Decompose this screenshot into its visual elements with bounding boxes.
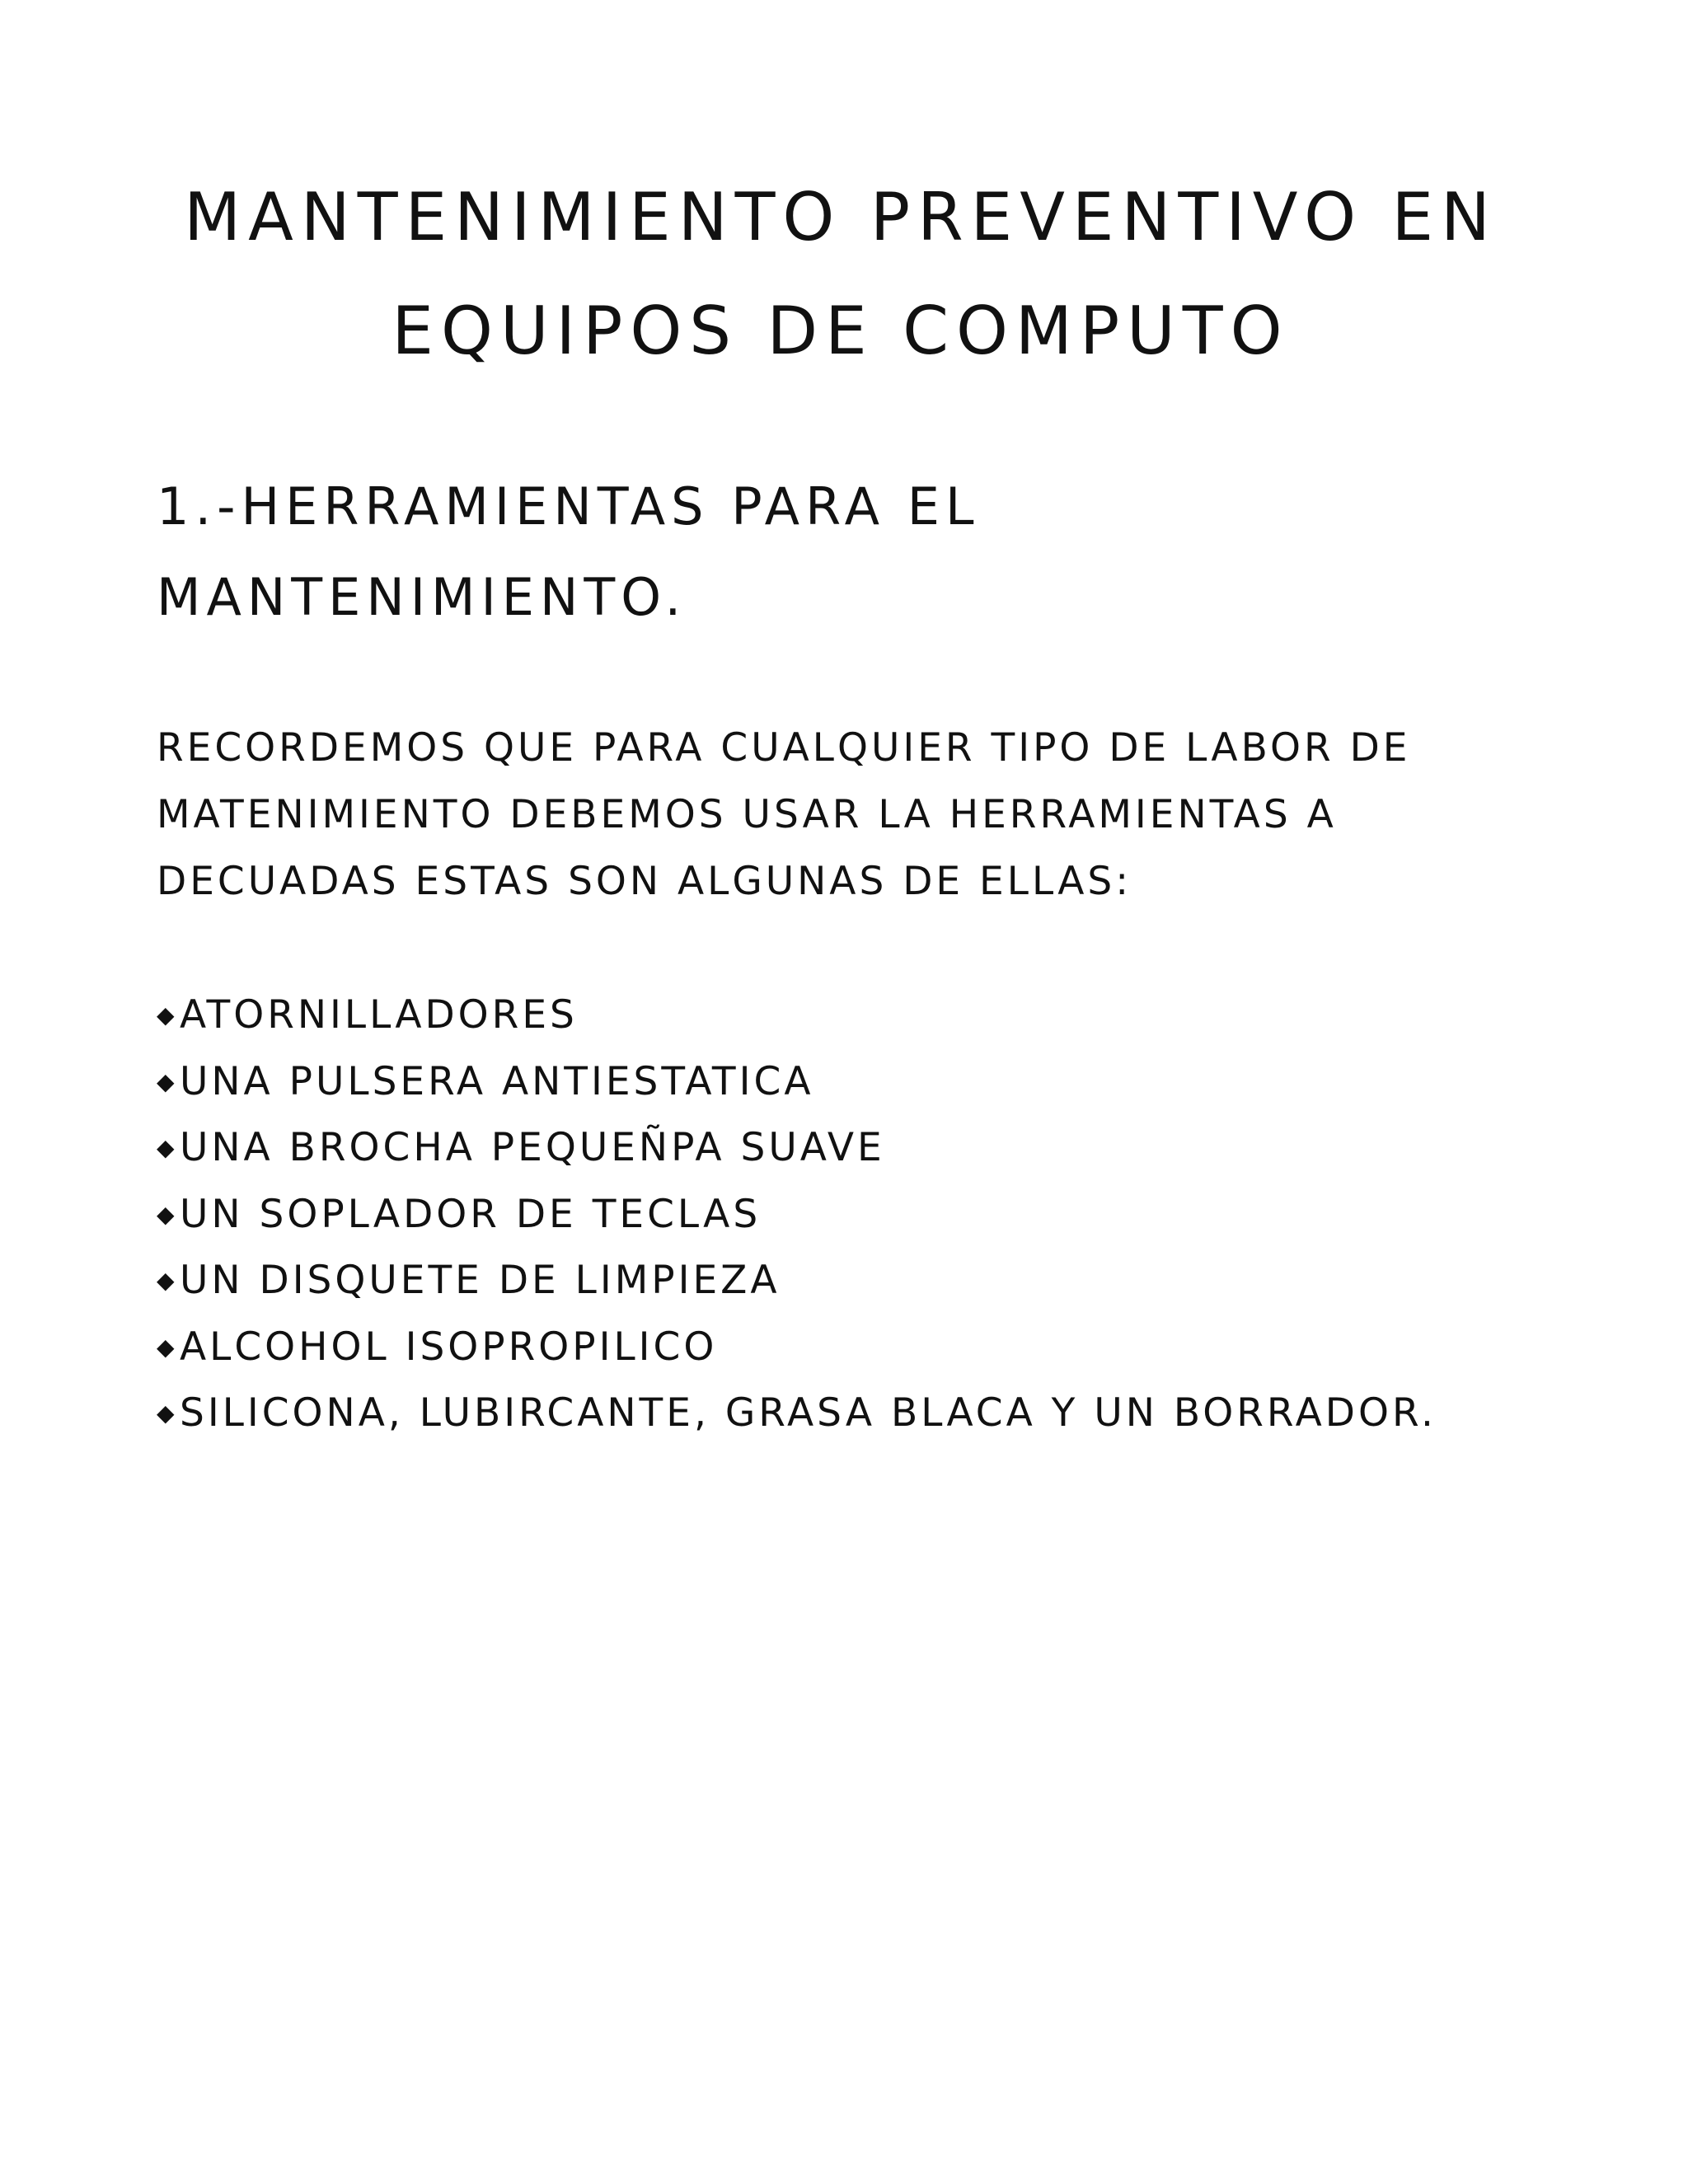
list-item — [157, 1248, 1437, 1315]
diamond-bullet-icon: ◆ — [157, 1134, 175, 1161]
list-item — [157, 1115, 1437, 1182]
diamond-bullet-icon: ◆ — [157, 1200, 175, 1228]
diamond-bullet-icon: ◆ — [157, 1067, 175, 1095]
list-item-text: ALCOHOL ISOPROPILICO — [180, 1324, 718, 1370]
intro-line: DECUADAS ESTAS SON ALGUNAS DE ELLAS: — [157, 859, 1132, 904]
tools-list — [157, 982, 1437, 1447]
title-line: EQUIPOS DE COMPUTO — [392, 293, 1290, 369]
list-item — [157, 982, 1437, 1049]
list-item — [157, 1049, 1437, 1116]
list-item-text: UN DISQUETE DE LIMPIEZA — [180, 1258, 781, 1303]
section-heading — [157, 462, 1393, 643]
document-title — [148, 161, 1533, 388]
diamond-bullet-icon: ◆ — [157, 1001, 175, 1029]
list-item — [157, 1182, 1437, 1249]
list-item-text: UN SOPLADOR DE TECLAS — [180, 1191, 762, 1237]
list-item-text: UNA PULSERA ANTIESTATICA — [180, 1058, 814, 1104]
title-line: MANTENIMIENTO PREVENTIVO EN — [184, 179, 1498, 255]
diamond-bullet-icon: ◆ — [157, 1333, 175, 1361]
list-item — [157, 1380, 1437, 1447]
list-item — [157, 1315, 1437, 1381]
list-item-text: UNA BROCHA PEQUEÑPA SUAVE — [180, 1125, 885, 1170]
intro-line: MATENIMIENTO DEBEMOS USAR LA HERRAMIENTAS A — [157, 792, 1337, 837]
diamond-bullet-icon: ◆ — [157, 1399, 175, 1427]
diamond-bullet-icon: ◆ — [157, 1267, 175, 1294]
heading-line: 1.-HERRAMIENTAS PARA EL — [157, 476, 980, 537]
list-item-text: SILICONA, LUBIRCANTE, GRASA BLACA Y UN BORRADOR. — [180, 1390, 1437, 1436]
intro-paragraph — [157, 715, 1558, 915]
intro-line: RECORDEMOS QUE PARA CUALQUIER TIPO DE LABOR DE — [157, 725, 1411, 771]
list-item-text: ATORNILLADORES — [180, 992, 578, 1038]
heading-line: MANTENIMIENTO. — [157, 567, 687, 627]
